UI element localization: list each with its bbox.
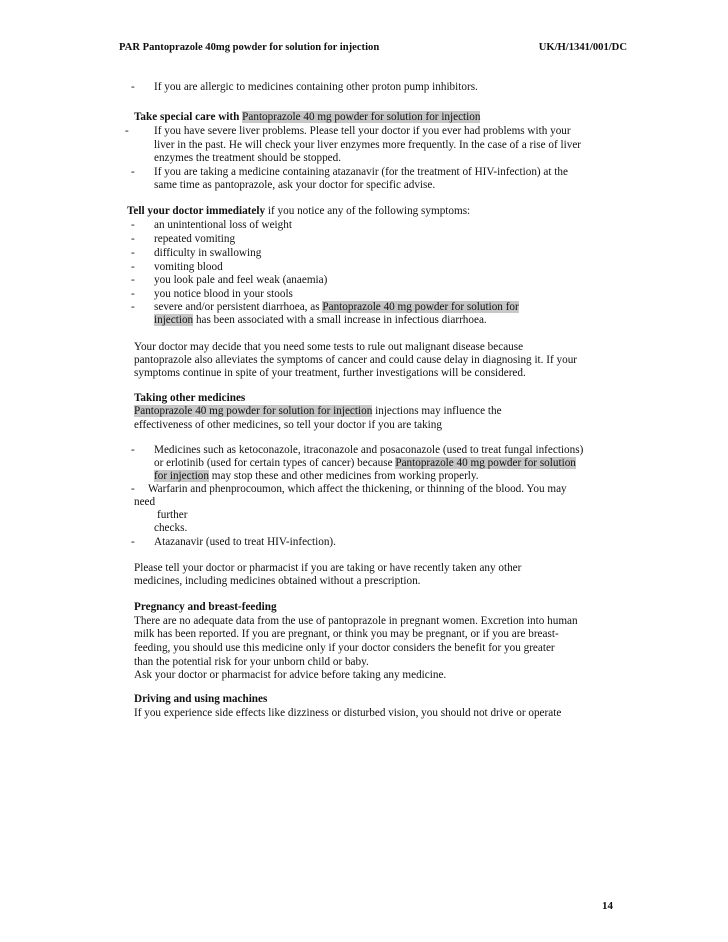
antifungal-item-line: or erlotinib (used for certain types of cancer) because Pantoprazole 40 mg powder for solution (154, 457, 576, 469)
bullet-dash: - (131, 536, 135, 548)
liver-text-line: If you have severe liver problems. Please tell your doctor if you ever had problems with your (154, 125, 571, 137)
pharmacist-paragraph-line: medicines, including medicines obtained without a prescription. (134, 575, 421, 587)
diarrhoea-line: injection has been associated with a small increase in infectious diarrhoea. (154, 314, 487, 326)
pregnancy-paragraph-line: milk has been reported. If you are pregnant, or think you may be pregnant, or if you are breast- (134, 628, 559, 640)
highlighted-product-name: Pantoprazole 40 mg powder for solution for injection (134, 405, 373, 417)
highlighted-product-name: injection (154, 314, 194, 326)
other-medicines-line: effectiveness of other medicines, so tell your doctor if you are taking (134, 419, 442, 431)
atazanavir-text-line: If you are taking a medicine containing atazanavir (for the treatment of HIV-infection) at the (154, 166, 568, 178)
symptom-item: an unintentional loss of weight (154, 219, 292, 231)
other-medicines-heading: Taking other medicines (134, 392, 246, 404)
symptom-item: you notice blood in your stools (154, 288, 293, 300)
pregnancy-paragraph-line: than the potential risk for your unborn child or baby. (134, 656, 369, 668)
bullet-dash: - (131, 301, 135, 313)
malignant-paragraph-line: pantoprazole also alleviates the symptoms of cancer and could cause delay in diagnosing it. If your (134, 354, 578, 366)
bullet-dash: - (131, 81, 135, 93)
bullet-dash: - (131, 261, 135, 273)
symptom-item: difficulty in swallowing (154, 247, 262, 259)
page-number: 14 (602, 900, 613, 912)
driving-paragraph-line: If you experience side effects like dizziness or disturbed vision, you should not drive or operate (134, 707, 562, 719)
pregnancy-paragraph-line: feeding, you should use this medicine only if your doctor considers the benefit for you greater (134, 642, 555, 654)
driving-heading: Driving and using machines (134, 693, 268, 705)
highlighted-product-name: for injection (154, 470, 209, 482)
other-medicines-line: Pantoprazole 40 mg powder for solution for injection injections may influence the (134, 405, 502, 417)
antifungal-item-line: Medicines such as ketoconazole, itraconazole and posaconazole (used to treat fungal infections) (154, 444, 584, 456)
atazanavir-text-line: same time as pantoprazole, ask your doctor for specific advise. (154, 179, 436, 191)
header-reference: UK/H/1341/001/DC (538, 42, 627, 53)
malignant-paragraph-line: Your doctor may decide that you need some tests to rule out malignant disease because (134, 341, 524, 353)
allergic-text: If you are allergic to medicines containing other proton pump inhibitors. (154, 81, 478, 93)
malignant-paragraph-line: symptoms continue in spite of your treatment, further investigations will be considered. (134, 367, 526, 379)
symptom-item: vomiting blood (154, 261, 223, 273)
bullet-dash: - (131, 444, 135, 456)
symptom-item: repeated vomiting (154, 233, 236, 245)
bullet-dash: - (131, 219, 135, 231)
bullet-dash: - (131, 166, 135, 178)
diarrhoea-line: severe and/or persistent diarrhoea, as Pantoprazole 40 mg powder for solution for (154, 301, 519, 313)
pregnancy-paragraph-line: There are no adequate data from the use of pantoprazole in pregnant women. Excretion into human (134, 615, 578, 627)
header-title: PAR Pantoprazole 40mg powder for solution for injection (119, 42, 380, 53)
tell-doctor-heading: Tell your doctor immediately if you notice any of the following symptoms: (127, 205, 471, 217)
bullet-dash: - (131, 274, 135, 286)
highlighted-product-name: Pantoprazole 40 mg powder for solution for injection (242, 111, 481, 123)
warfarin-item-line: checks. (154, 522, 188, 534)
bullet-dash: - (131, 233, 135, 245)
highlighted-product-name: Pantoprazole 40 mg powder for solution for (322, 301, 519, 313)
bullet-dash: - (125, 125, 129, 137)
bullet-dash: - (131, 483, 135, 495)
pregnancy-heading: Pregnancy and breast-feeding (134, 601, 277, 613)
special-care-heading: Take special care with Pantoprazole 40 mg powder for solution for injection (134, 111, 481, 123)
bullet-dash: - (131, 288, 135, 300)
symptom-item: you look pale and feel weak (anaemia) (154, 274, 328, 286)
liver-text-line: enzymes the treatment should be stopped. (154, 152, 342, 164)
atazanavir-item: Atazanavir (used to treat HIV-infection). (154, 536, 336, 548)
pharmacist-paragraph-line: Please tell your doctor or pharmacist if you are taking or have recently taken any other (134, 562, 522, 574)
warfarin-item-line: need (134, 496, 156, 508)
highlighted-product-name: Pantoprazole 40 mg powder for solution (395, 457, 576, 469)
warfarin-item-line: Warfarin and phenprocoumon, which affect the thickening, or thinning of the blood. You may (148, 483, 567, 495)
liver-text-line: liver in the past. He will check your liver enzymes more frequently. In the case of a rise of liver (154, 139, 582, 151)
antifungal-item-line: for injection may stop these and other medicines from working properly. (154, 470, 479, 482)
pregnancy-paragraph-line: Ask your doctor or pharmacist for advice before taking any medicine. (134, 669, 447, 681)
warfarin-item-line: further (157, 509, 188, 521)
bullet-dash: - (131, 247, 135, 259)
